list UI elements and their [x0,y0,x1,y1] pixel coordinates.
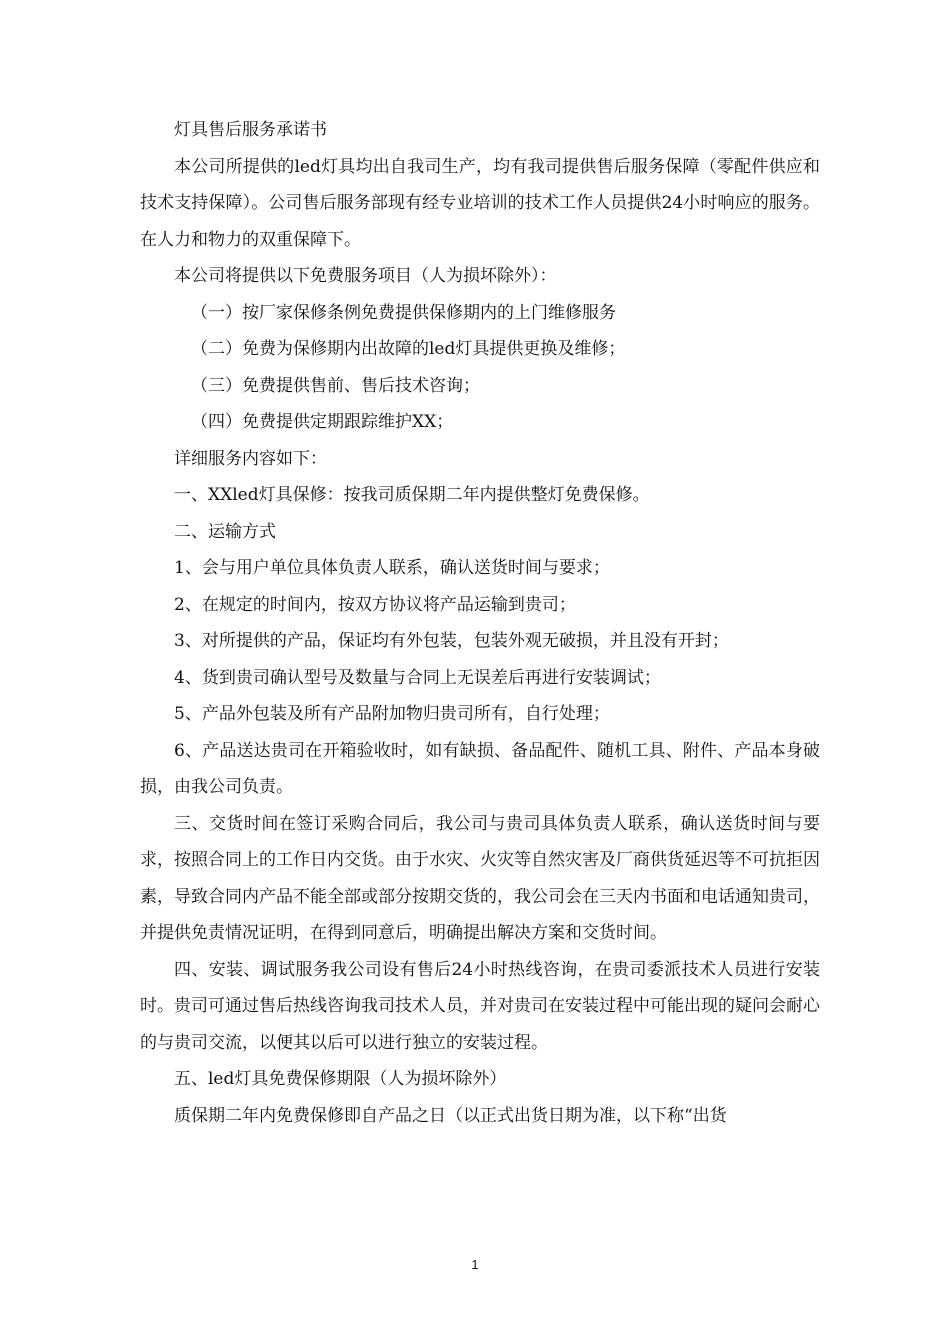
paragraph-free-services: 本公司将提供以下免费服务项目（人为损坏除外）： [174,266,557,286]
list-item-transport-4: 4、货到贵司确认型号及数量与合同上无误差后再进行安装调试； [174,667,661,688]
document-body [140,112,820,1134]
list-item-transport-3: 3、对所提供的产品，保证均有外包装，包装外观无破损，并且没有开封； [174,631,729,651]
list-item-transport-6: 6、产品送达贵司在开箱验收时，如有缺损、备品配件、随机工具、附件、产品本身破损，由我公司负责。 [140,740,820,797]
paragraph-section-1: 一、XXled灯具保修：按我司质保期二年内提供整灯免费保修。 [174,485,650,505]
paragraph-section-2-heading: 二、运输方式 [174,521,276,542]
list-item-service-1: （一）按厂家保修条例免费提供保修期内的上门维修服务 [191,302,616,323]
document-title: 灯具售后服务承诺书 [174,120,327,140]
paragraph-section-5-heading: 五、led灯具免费保修期限（人为损坏除外） [174,1069,507,1089]
list-item-transport-2: 2、在规定的时间内，按双方协议将产品运输到贵司； [174,594,576,615]
paragraph-details-heading: 详细服务内容如下： [174,448,327,469]
list-item-transport-5: 5、产品外包装及所有产品附加物归贵司所有，自行处理； [174,704,610,724]
paragraph-warranty: 质保期二年内免费保修即自产品之日（以正式出货日期为准，以下称“出货 [174,1105,727,1126]
list-item-service-4: （四）免费提供定期跟踪维护XX； [191,412,454,432]
list-item-service-3: （三）免费提供售前、售后技术咨询； [191,375,480,396]
paragraph-intro: 本公司所提供的led灯具均出自我司生产，均有我司提供售后服务保障（零配件供应和技术支持保障）。公司售后服务部现有经专业培训的技术工作人员提供24小时响应的服务。在人力和物力的双重保障下。 [140,156,820,250]
paragraph-section-4: 四、安装、调试服务我公司设有售后24小时热线咨询，在贵司委派技术人员进行安装时。贵司可通过售后热线咨询我司技术人员，并对贵司在安装过程中可能出现的疑问会耐心的与贵司交流，以便其以后可以进行独立的安装过程。 [140,959,820,1053]
paragraph-section-3: 三、交货时间在签订采购合同后，我公司与贵司具体负责人联系，确认送货时间与要求，按照合同上的工作日内交货。由于水灾、火灾等自然灾害及厂商供货延迟等不可抗拒因素，导致合同内产品不能全部或部分按期交货的，我公司会在三天内书面和电话通知贵司，并提供免责情况证明，在得到同意后，明确提出解决方案和交货时间。 [140,813,820,943]
list-item-transport-1: 1、会与用户单位具体负责人联系，确认送货时间与要求； [174,558,610,578]
list-item-service-2: （二）免费为保修期内出故障的led灯具提供更换及维修； [191,339,626,359]
page-number: 1 [471,1257,479,1272]
